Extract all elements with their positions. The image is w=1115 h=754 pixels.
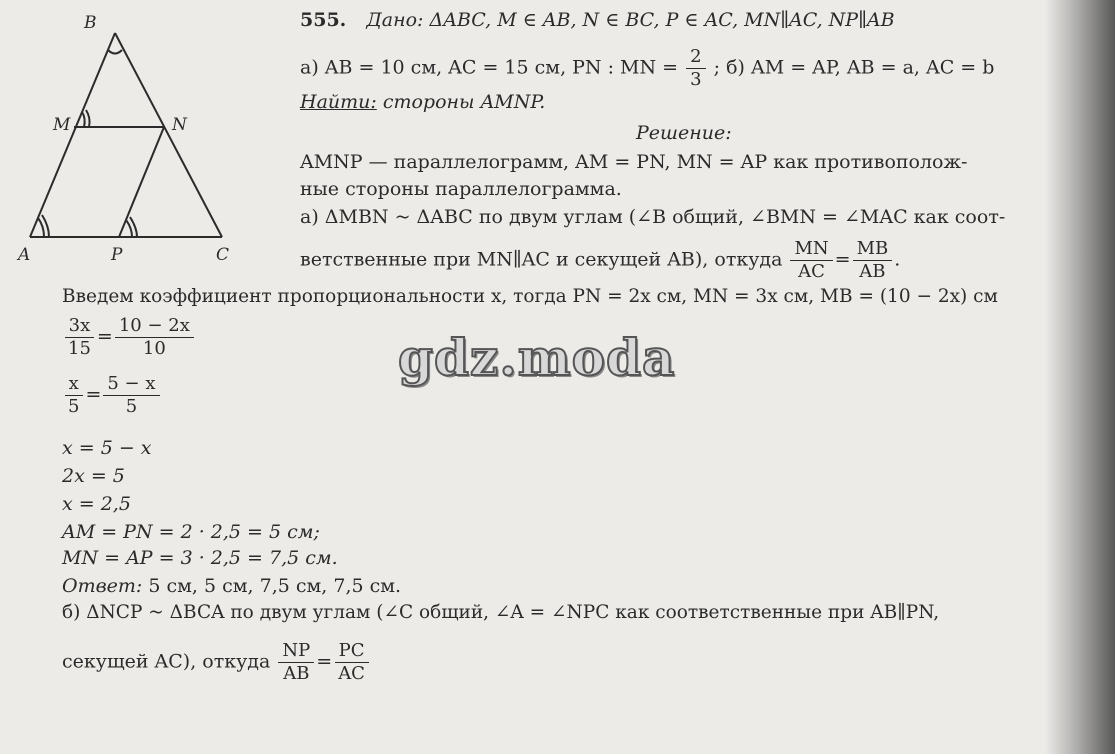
equation-1 — [62, 315, 196, 360]
given-text: Дано: ΔABC, M ∈ AB, N ∈ BC, P ∈ AC, MN∥AC, NP∥AB — [366, 9, 895, 31]
solution-b-line-2-text: секущей AC), откуда — [62, 650, 271, 673]
solution-line-3: а) ΔMBN ~ ΔABC по двум углам (∠B общий, ∠BMN = ∠MAC как соот- — [300, 206, 1006, 228]
vertex-label-n: N — [172, 115, 187, 135]
answer-label: Ответ: — [62, 575, 143, 597]
eq1-left-num: 3x — [65, 315, 95, 338]
eq2-left-num: x — [65, 373, 83, 396]
fraction-pc-ac-num: PC — [335, 640, 369, 663]
equals-sign: = — [834, 248, 851, 271]
ratio-denominator: 3 — [690, 69, 702, 90]
fraction-mb-ab-num: MB — [853, 238, 893, 261]
solution-title: Решение: — [636, 122, 732, 144]
find-label: Найти: — [300, 91, 377, 113]
eq2-equals: = — [85, 383, 102, 406]
equation-2 — [62, 373, 162, 418]
step-x-1: x = 5 − x — [62, 437, 152, 459]
eq2-right-fraction — [103, 373, 159, 418]
solution-b-line-2 — [62, 640, 371, 685]
solution-line-2: ные стороны параллелограмма. — [300, 178, 622, 200]
angle-mark-m2 — [86, 110, 90, 127]
fraction-np-ab — [278, 640, 314, 685]
eq1-right-den: 10 — [142, 338, 166, 359]
fraction-mn-ac-num: MN — [790, 238, 832, 261]
condition-a: а) AB = 10 см, AC = 15 см, PN : MN = — [300, 56, 679, 79]
angle-mark-b — [108, 50, 122, 54]
vertex-label-p: P — [111, 245, 123, 265]
eq1-left-fraction — [64, 315, 95, 360]
step-x-2: 2x = 5 — [62, 465, 125, 487]
solution-b-line-1: б) ΔNCP ~ ΔBCA по двум углам (∠C общий, ∠A = ∠NPC как соответственные при AB∥PN, — [62, 602, 940, 623]
answer-text: 5 см, 5 см, 7,5 см, 7,5 см. — [142, 575, 402, 597]
ratio-fraction — [686, 46, 705, 91]
step-x-3: x = 2,5 — [62, 493, 131, 515]
b-equals: = — [316, 650, 333, 673]
angle-mark-m — [82, 112, 85, 127]
vertex-label-m: M — [53, 115, 71, 135]
eq2-right-num: 5 − x — [103, 373, 159, 396]
eq2-left-den: 5 — [68, 396, 80, 417]
eq2-right-den: 5 — [125, 396, 138, 417]
solution-line-4-text: ветственные при MN∥AC и секущей AB), откуда — [300, 248, 783, 271]
solution-line-4 — [300, 238, 900, 283]
angle-mark-p — [126, 220, 132, 237]
eq1-right-num: 10 − 2x — [115, 315, 194, 338]
fraction-np-ab-den: AB — [283, 663, 310, 684]
fraction-pc-ac-den: AC — [338, 663, 365, 684]
ratio-numerator: 2 — [686, 46, 705, 69]
line-4-end: . — [894, 248, 901, 271]
solution-line-5: Введем коэффициент пропорциональности x, тогда PN = 2x см, MN = 3x см, MB = (10 − 2x) см — [62, 286, 998, 307]
solution-line-1: AMNP — параллелограмм, AM = PN, MN = AP как противополож- — [300, 151, 968, 173]
side-ab — [30, 33, 115, 237]
eq2-left-fraction — [64, 373, 83, 418]
fraction-mb-ab-den: AB — [859, 261, 886, 282]
conditions-line — [300, 46, 994, 91]
vertex-label-c: C — [216, 245, 230, 265]
find-text: стороны AMNP. — [376, 91, 546, 113]
fraction-np-ab-num: NP — [278, 640, 314, 663]
eq1-left-den: 15 — [68, 338, 91, 359]
triangle-figure — [0, 0, 300, 290]
page-edge-shadow — [1045, 0, 1115, 754]
step-mn: MN = AP = 3 · 2,5 = 7,5 см. — [62, 547, 338, 569]
angle-mark-a — [38, 218, 44, 237]
watermark: gdz.moda — [398, 328, 676, 387]
problem-header — [300, 8, 895, 32]
fraction-pc-ac — [334, 640, 369, 685]
eq1-right-fraction — [115, 315, 194, 360]
fraction-mn-ac-den: AC — [798, 261, 825, 282]
condition-b: ; б) AM = AP, AB = a, AC = b — [713, 56, 995, 79]
vertex-label-a: A — [18, 245, 31, 265]
step-am: AM = PN = 2 · 2,5 = 5 см; — [62, 521, 320, 543]
fraction-mn-ac — [790, 238, 832, 283]
answer-line — [62, 574, 401, 598]
find-line — [300, 90, 545, 114]
eq1-equals: = — [96, 325, 113, 348]
problem-number: 555. — [300, 9, 347, 31]
vertex-label-b: B — [84, 13, 97, 33]
fraction-mb-ab — [853, 238, 893, 283]
